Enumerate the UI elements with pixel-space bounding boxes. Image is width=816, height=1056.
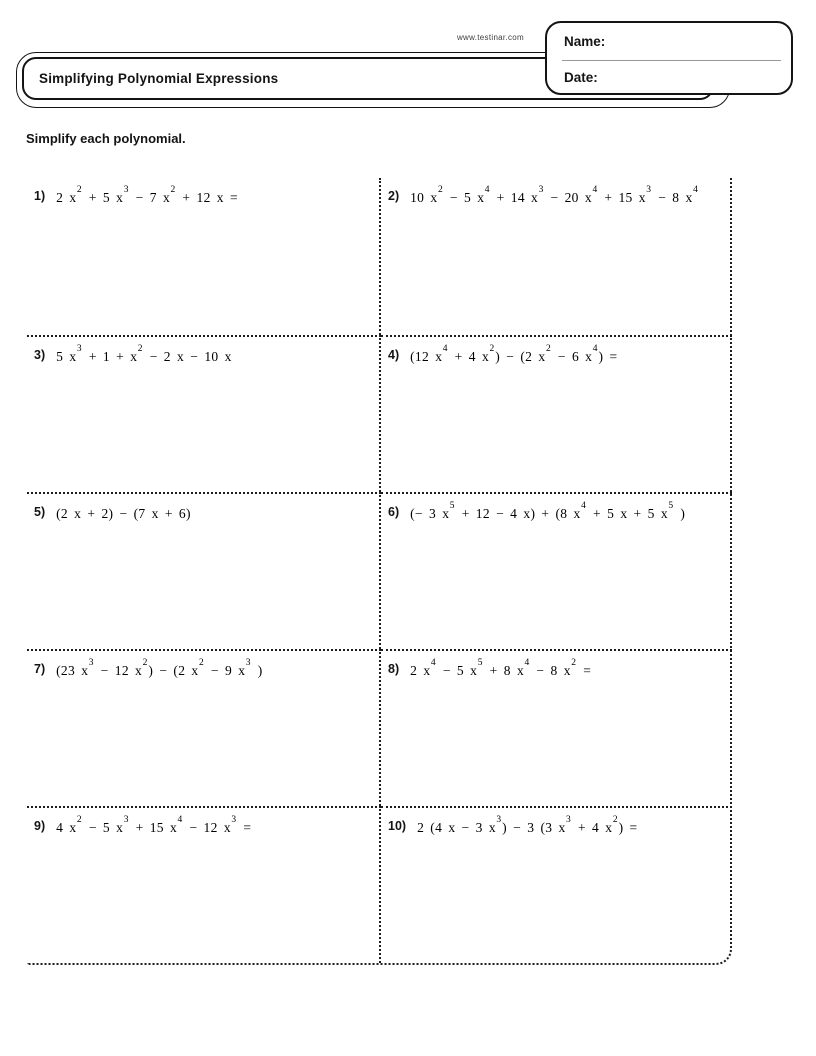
problem-number: 10) bbox=[388, 819, 407, 833]
problem-expression: 4 $x^2 - 5$ $x^3 + 15$ $x^4 - 12$ $x^3$ = bbox=[56, 814, 252, 835]
problem-cell bbox=[381, 492, 732, 649]
problem-expression: 2 $x^4 - 5$ $x^5 + 8$ $x^4 - 8$ $x^2$ = bbox=[410, 657, 592, 678]
website-url: www.testinar.com bbox=[456, 33, 524, 42]
problem-expression: (− 3 $x^5 + 12 - 4$ x) + (8 $x^4 + 5$ x + 5 $x^5$ ) bbox=[410, 500, 686, 521]
name-date-box bbox=[545, 21, 793, 95]
name-label: Name: bbox=[564, 34, 606, 49]
problem-expression: (2 x + 2) − (7 x + 6) bbox=[56, 506, 191, 521]
problem-expression: 5 $x^3 + 1 + x^2 - 2$ x − 10 x bbox=[56, 343, 232, 364]
problem-number: 7) bbox=[34, 662, 46, 676]
problem-expression: (23 $x^3 - 12$ $x^2) - (2$ $x^2 - 9$ $x^3$ ) bbox=[56, 657, 263, 678]
problem-cell bbox=[27, 178, 381, 335]
problem-expression: 2 (4 x − 3 $x^3) - 3$ (3 $x^3 + 4$ $x^2$) = bbox=[417, 814, 638, 835]
problem-expression: 2 $x^2 + 5$ $x^3 - 7$ $x^2 + 12$ x = bbox=[56, 184, 238, 205]
problem-cell bbox=[27, 649, 381, 806]
problem-number: 3) bbox=[34, 348, 46, 362]
problem-number: 4) bbox=[388, 348, 400, 362]
problem-cell bbox=[381, 335, 732, 492]
problem-number: 2) bbox=[388, 189, 400, 203]
problem-cell bbox=[381, 806, 732, 963]
problem-cell bbox=[381, 178, 732, 335]
instruction-text: Simplify each polynomial. bbox=[26, 131, 186, 146]
problem-cell bbox=[381, 649, 732, 806]
problem-number: 9) bbox=[34, 819, 46, 833]
problem-number: 1) bbox=[34, 189, 46, 203]
problem-cell bbox=[27, 806, 381, 963]
problem-number: 8) bbox=[388, 662, 400, 676]
problem-number: 5) bbox=[34, 505, 46, 519]
problem-expression: 10 $x^2 - 5$ $x^4 + 14$ $x^3 - 20$ $x^4 + 15$ $x^3 - 8$ $x^4$ bbox=[410, 184, 698, 205]
problems-grid bbox=[27, 178, 732, 965]
problem-cell bbox=[27, 335, 381, 492]
name-fill-line bbox=[562, 60, 781, 61]
problem-expression: (12 $x^4 + 4$ $x^2) - (2$ $x^2 - 6$ $x^4$) = bbox=[410, 343, 618, 364]
problem-number: 6) bbox=[388, 505, 400, 519]
page-title: Simplifying Polynomial Expressions bbox=[39, 71, 279, 86]
date-label: Date: bbox=[564, 70, 598, 85]
problem-cell bbox=[27, 492, 381, 649]
